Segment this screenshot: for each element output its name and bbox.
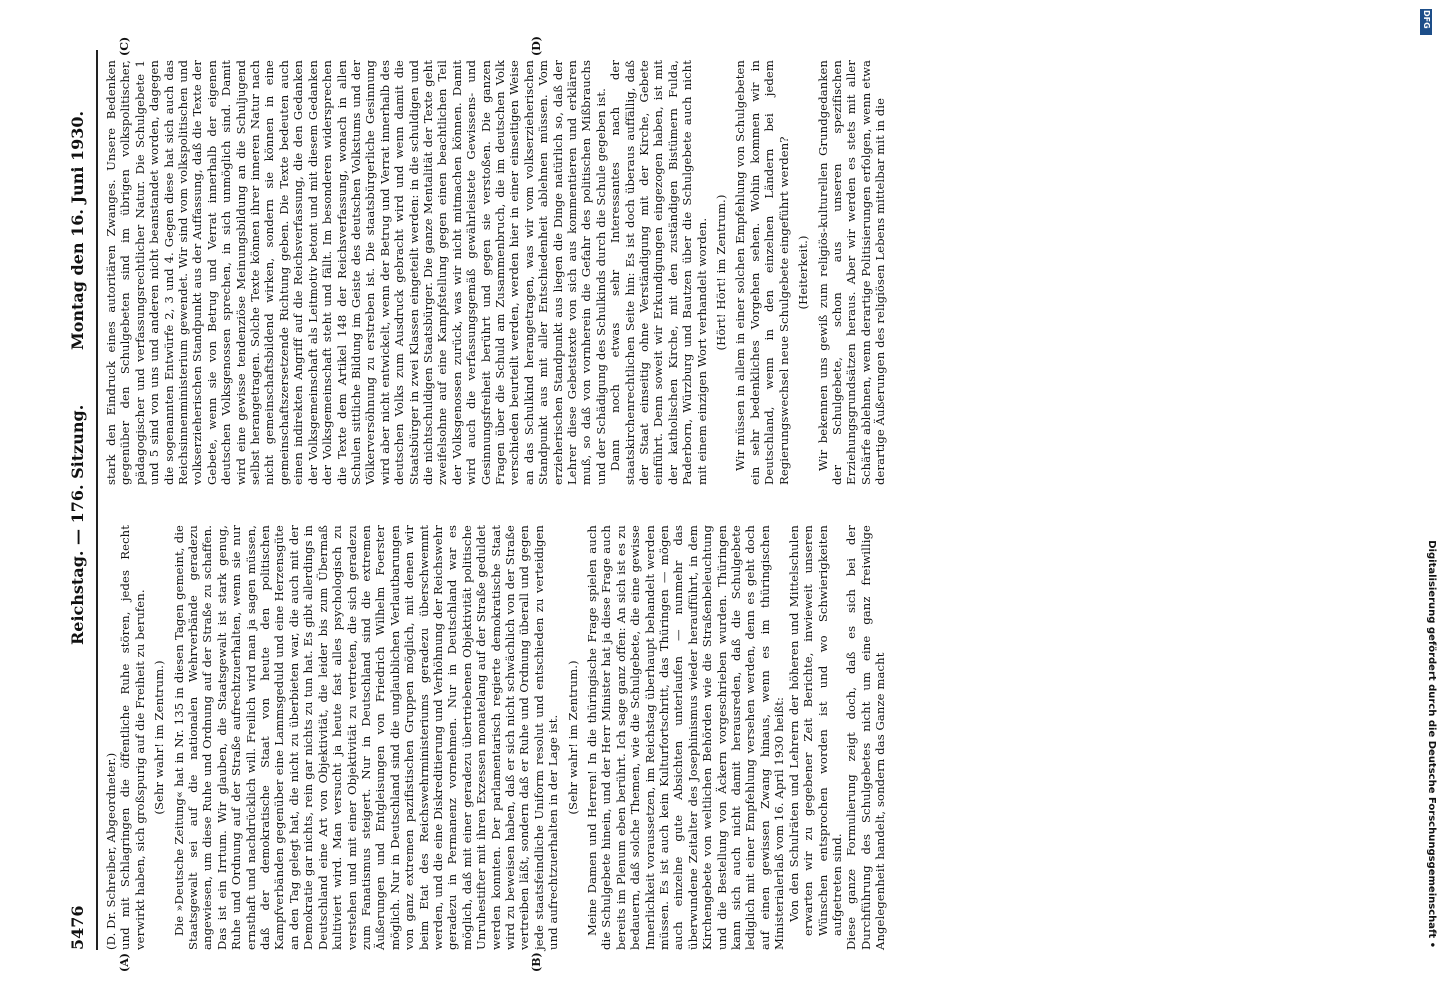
margin-marker-d: (D) — [530, 36, 543, 56]
paragraph: Wir müssen in allem in einer solchen Empfehlung von Schulgebeten ein sehr bedenkliches Vorgehen sehen. Wohin kommen wir in Deutschland, wenn in den einzelnen Ländern bei jedem Regierungswechsel neue Schulgebete eingeführt werden? — [733, 60, 791, 485]
right-column — [104, 60, 888, 485]
header-session: Reichstag. — 176. Sitzung. — [68, 404, 87, 645]
dfg-logo — [1420, 9, 1432, 35]
left-column — [104, 525, 888, 950]
speaker-line: (D. Dr. Schreiber, Abgeordneter.) — [104, 752, 118, 950]
paragraph: stark den Eindruck eines autoritären Zwanges. Unsere Bedenken gegenüber den Schulgebeten sind im übrigen volkspolitischer, pädagogischer und verfassungsrechtlicher Natur. Die Schulgebete 1 und 5 sind von uns und anderen nicht beanstandet worden, dagegen die sogenannten Entwürfe 2, 3 und 4. Gegen diese hat sich auch das Reichsinnenministerium gewendet. Wir sind vom volkspolitischen und volkserzieherischen Standpunkt aus der Auffassung, daß die Texte der Gebete, wenn sie von Betrug und Verrat innerhalb der eigenen deutschen Volksgenossen sprechen, in sich unmöglich sind. Damit wird eine gewisse tendenziöse Meinungsbildung an die Schuljugend selbst herangetragen. Solche Texte können ihrer inneren Natur nach nicht gemeinschaftsbildend wirken, sondern sie können in eine gemeinschaftszersetzende Richtung geben. Die Texte bedeuten auch einen indirekten Angriff auf die Reichsverfassung, die den Gedanken der Volksgemeinschaft als Leitmotiv betont und mit diesem Gedanken der Volksgemeinschaft steht und fällt. Im besonderen widersprechen die Texte dem Artikel 148 der Reichsverfassung, wonach in allen Schulen sittliche Bildung im Geiste des deutschen Volkstums und der Völkerversöhnung zu erstreben ist. Die staatsbürgerliche Gesinnung wird aber nicht entwickelt, wenn der Betrug und Verrat innerhalb des deutschen Volks zum Ausdruck gebracht wird und wenn damit die Staatsbürger in zwei Klassen eingeteilt werden: in die schuldigen und die nichtschuldigen Staatsbürger. Die ganze Mentalität der Texte geht zweifelsohne auf eine Kampfstellung gegen einen beachtlichen Teil der Volksgenossen zurück, was wir nicht mitmachen können. Damit wird auch die verfassungsgemäß gewährleistete Gewissens- und Gesinnungsfreiheit berührt und gegen sie verstoßen. Die ganzen Fragen über die Schuld am Zusammenbruch, die im deutschen Volk verschieden beurteilt werden, werden hier in einer einseitigen Weise an das Schulkind herangetragen, was wir vom volkserzieherischen Standpunkt aus mit aller Entschiedenheit ablehnen müssen. Vom erzieherischen Standpunkt aus liegen die Dinge natürlich so, daß der Lehrer diese Gebetstexte von sich aus kommentieren und erklären muß, so daß von vornherein die Gefahr des politischen Mißbrauchs und der Schädigung des Schulkinds durch die Schule gegeben ist. — [104, 60, 608, 485]
dfg-logo-text: DFG — [1422, 10, 1431, 29]
paragraph: Dann noch etwas sehr Interessantes nach der staatskirchenrechtlichen Seite hin: Es ist doch überaus auffällig, daß der Staat einseitig ohne Verständigung mit der Kirche, Gebete einführt. Denn soweit wir Erkundigungen eingezogen haben, ist mit der katholischen Kirche, mit den zuständigen Bistümern Fulda, Paderborn, Würzburg und Bautzen über die Schulgebete auch nicht mit einem einzigen Wort verhandelt worden. — [608, 60, 709, 485]
paragraph: und mit Schlagringen die öffentliche Ruhe stören, jedes Recht verwirkt haben, sich großspurig auf die Freiheit zu berufen. — [118, 525, 147, 950]
margin-marker-a: (A) — [118, 953, 131, 972]
running-header — [60, 50, 94, 950]
page-number: 5476 — [68, 905, 87, 950]
margin-marker-c: (C) — [118, 36, 131, 56]
credit-text: Digitalisierung gefördert durch die Deutsche Forschungsgemeinschaft • — [1426, 540, 1437, 948]
paragraph: Diese ganze Formulierung zeigt doch, daß es sich bei der Durchführung des Schulgebetes nicht um eine ganz freiwillige Angelegenheit handelt, sondern das Ganze macht — [844, 525, 888, 950]
interjection: (Hört! Hört! im Zentrum.) — [714, 194, 729, 351]
header-rule — [96, 50, 98, 950]
interjection: (Heiterkeit.) — [796, 235, 811, 310]
paragraph: Meine Damen und Herren! In die thüringische Frage spielen auch die Schulgebete hinein, und der Herr Minister hat ja diese Frage auch bereits im Plenum eben berührt. Ich sage ganz offen: An sich ist es zu bedauern, daß solche Themen, wie die Schulgebete, die eine gewisse Innerlichkeit voraussetzen, im Reichstag überhaupt behandelt werden müssen. Es ist auch kein Kulturfortschritt, das Thüringen — mögen auch einzelne gute Absichten unterlaufen — nunmehr das überwundene Zeitalter des Josephinismus wieder heraufführt, in dem Kirchengebete von weltlichen Behörden wie die Straßenbeleuchtung und die Bestellung von Äckern vorgeschrieben wurden. Thüringen kann sich auch nicht damit herausreden, daß die Schulgebete lediglich mit einer Empfehlung versehen werden, denn es geht doch auf einen gewissen Zwang hinaus, wenn es im thüringischen Ministerialerlaß vom 16. April 1930 heißt: — [585, 525, 787, 950]
paragraph: Wir bekennen uns gewiß zum religiös-kulturellen Grundgedanken der Schulgebete, schon aus unseren spezifischen Erziehungsgrundsätzen heraus. Aber wir werden es stets mit aller Schärfe ablehnen, wenn derartige Politisierungen erfolgen, wenn etwa derartige Äußerungen des religiösen Lebens mittelbar mit in die — [815, 60, 888, 485]
digitization-credit — [1413, 8, 1439, 988]
interjection: (Sehr wahr! im Zentrum.) — [152, 660, 167, 815]
margin-marker-b: (B) — [530, 952, 543, 972]
paragraph: Die »Deutsche Zeitung« hat in Nr. 135 in diesen Tagen gemeint, die Staatsgewalt sei auf die nationalen Wehrverbände geradezu angewiesen, um diese Ruhe und Ordnung auf der Straße zu schaffen. Das ist ein Irrtum. Wir glauben, die Staatsgewalt ist stark genug, Ruhe und Ordnung auf der Straße aufrechtzuerhalten, wenn sie nur ernsthaft und nachdrücklich will. Freilich wird man ja sagen müssen, daß der demokratische Staat von heute den politischen Kampfverbänden gegenüber eine Lammsgeduld und eine Herzensgüte an den Tag gelegt hat, die nicht zu überbieten war, die auch mit der Demokratie gar nichts, rein gar nichts zu tun hat. Es gibt allerdings in Deutschland eine Art von Objektivität, die leider bis zum Übermaß kultiviert wird. Man versucht ja heute fast alles psychologisch zu verstehen und mit einer Objektivität zu vertreten, die sich geradezu zum Fanatismus steigert. Nur in Deutschland sind die extremen Äußerungen und Entgleisungen von Friedrich Wilhelm Foerster möglich. Nur in Deutschland sind die unglaublichen Verlautbarungen von ganz extremen pazifistischen Gruppen möglich, mit denen wir beim Etat des Reichswehrministeriums geradezu überschwemmt werden, und die eine Diskreditierung und Verhöhnung der Reichswehr geradezu in Permanenz vornehmen. Nur in Deutschland war es möglich, daß mit einer geradezu übertriebenen Objektivität politische Unruhestifter mit ihren Exzessen monatelang auf der Straße geduldet werden konnten. Der parlamentarisch regierte demokratische Staat wird zu beweisen haben, daß er sich nicht schwächlich von der Straße vertreiben läßt, sondern daß er Ruhe und Ordnung überall und gegen jede staatsfeindliche Uniform resolut und entschieden zu verteidigen und aufrechtzuerhalten in der Lage ist. — [171, 525, 561, 950]
rotated-page-content — [60, 36, 888, 972]
interjection: (Sehr wahr! im Zentrum.) — [565, 660, 580, 815]
header-date: Montag den 16. Juni 1930. — [68, 110, 87, 350]
quotation: Von den Schulräten und Lehrern der höheren und Mittelschulen erwarten wir zu gegebener Zeit Berichte, inwieweit unseren Wünschen entsprochen worden ist und wo Schwierigkeiten aufgetreten sind. — [786, 525, 844, 936]
